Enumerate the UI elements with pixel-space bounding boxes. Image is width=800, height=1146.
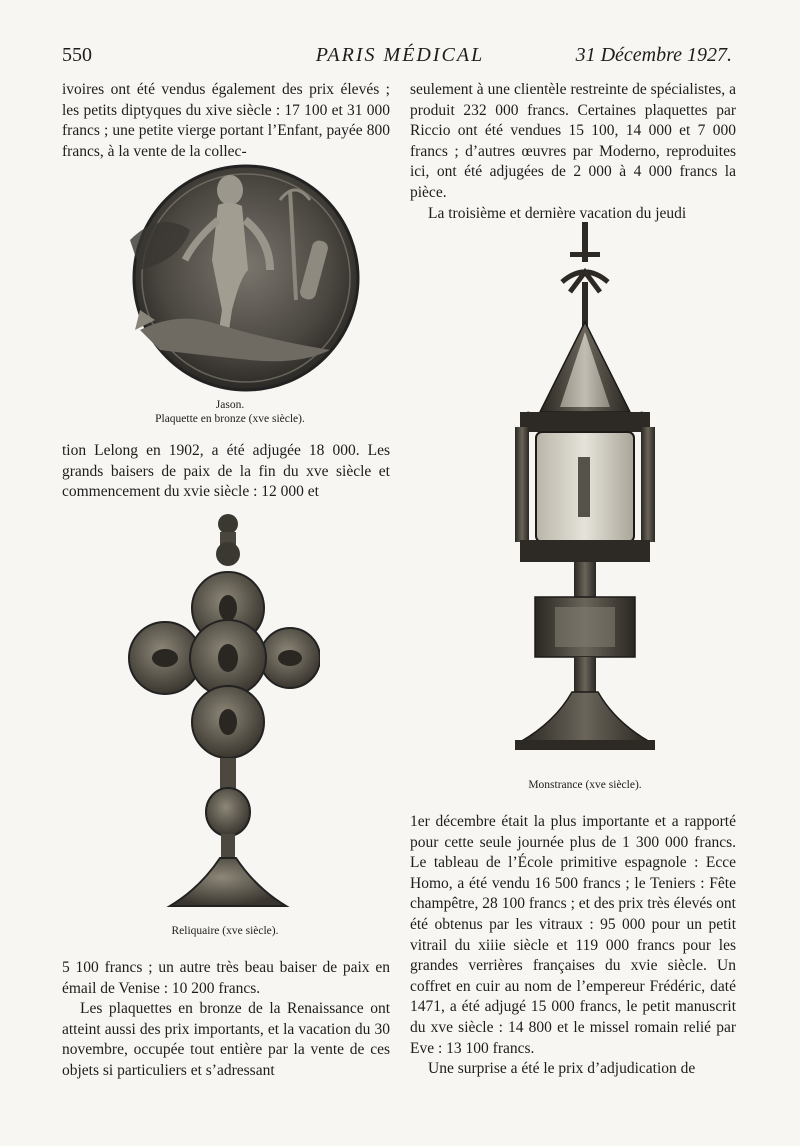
left-column-bottom (62, 958, 390, 1082)
paragraph: ivoires ont été vendus également des prix élevés ; les petits diptyques du xive siècle : 17 100 et 31 000 francs ; une petite vierge portant l’Enfant, payée 800 francs, à la vente de la collec- (62, 81, 390, 160)
monstrance-caption: Monstrance (xve siècle). (528, 779, 642, 791)
paragraph: Une surprise a été le prix d’adjudication de (428, 1060, 696, 1078)
caption-subtitle: Plaquette en bronze (xve siècle). (155, 413, 305, 425)
paragraph: tion Lelong en 1902, a été adjugée 18 000. Les grands baisers de paix de la fin du xve siècle et commencement du xvie siècle : 12 000 et (62, 442, 390, 501)
reliquaire-caption: Reliquaire (xve siècle). (171, 925, 279, 937)
left-column-top (62, 80, 390, 162)
left-column-middle (62, 441, 390, 503)
issue-date: 31 Décembre 1927. (575, 44, 732, 66)
jason-caption (100, 398, 360, 426)
page-number: 550 (62, 44, 92, 66)
paragraph: 1er décembre était la plus importante et a rapporté pour cette seule journée plus de 1 300 000 francs. Le tableau de l’École primitive espagnole : Ecce Homo, a été vendu 16 500 francs ; le Teniers : Fête champêtre, 28 100 francs ; et des prix très élevés ont été obtenus par les vitraux : 95 000 pour un petit vitrail du xiiie siècle et 119 000 francs pour les grandes verrières françaises du xvie siècle. Un coffret en cuir au nom de l’empereur Frédéric, daté 1471, a été adjugé 15 000 francs, le petit manuscrit du xve siècle : 14 800 et le missel romain relié par Eve : 13 100 francs. (410, 813, 736, 1057)
caption-title: Jason. (215, 399, 245, 411)
paragraph: Les plaquettes en bronze de la Renaissance ont atteint aussi des prix importants, et la vacation du 30 novembre, occupée tout entière par la vente de ces objets si particuliers et s’adressant (62, 1000, 390, 1079)
page-header (0, 0, 800, 70)
jason-plaquette-image (100, 160, 390, 400)
monstrance-image (500, 222, 670, 772)
journal-title: PARIS MÉDICAL (315, 44, 485, 66)
paragraph: La troisième et dernière vacation du jeudi (428, 204, 687, 222)
paragraph: seulement à une clientèle restreinte de spécialistes, a produit 232 000 francs. Certaines plaquettes par Riccio ont été vendues 15 100, 14 000 et 7 000 francs ; d’autres œuvres par Moderno, reproduites ici, ont été adjugées de 2 000 à 4 000 francs la pièce. (410, 81, 736, 201)
paragraph: 5 100 francs ; un autre très beau baiser de paix en émail de Venise : 10 200 francs. (62, 959, 390, 997)
right-column-top (410, 80, 736, 224)
reliquaire-image (120, 508, 320, 918)
right-column-bottom (410, 812, 736, 1080)
